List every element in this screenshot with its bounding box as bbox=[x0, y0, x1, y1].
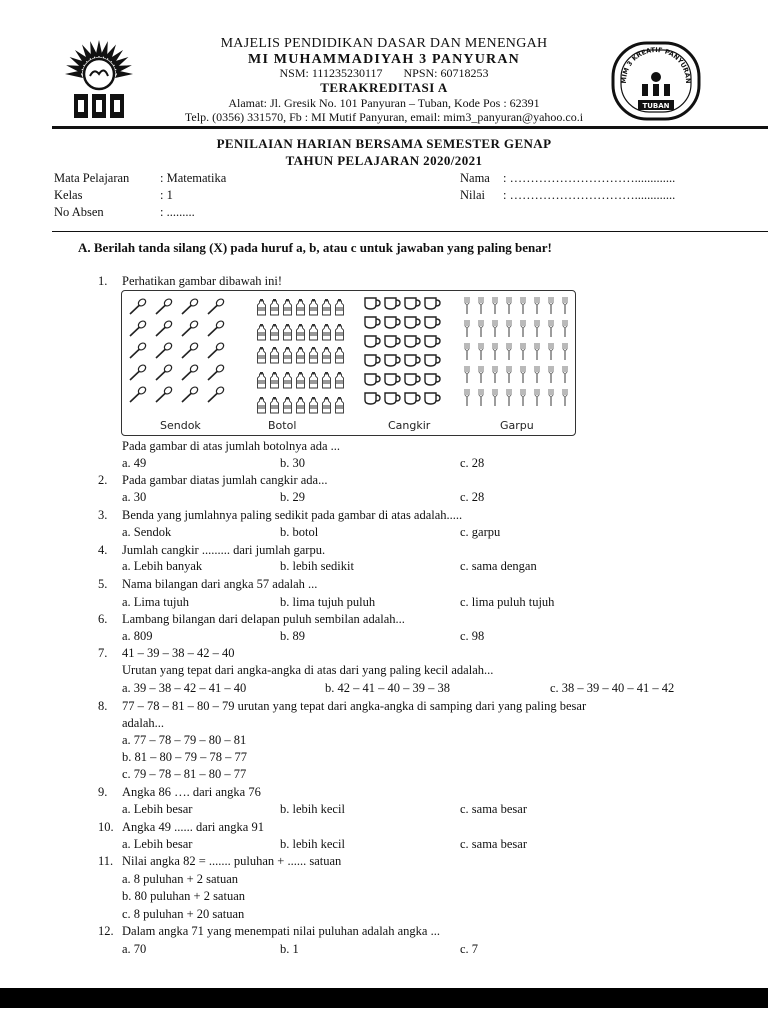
option-c[interactable]: c. sama dengan bbox=[460, 559, 537, 573]
question-number: 10. bbox=[98, 820, 114, 834]
spoon-group bbox=[130, 298, 225, 402]
question-number: 6. bbox=[98, 612, 108, 626]
question-number: 11. bbox=[98, 854, 114, 868]
question-text: Urutan yang tepat dari angka-angka di atas dari yang paling kecil adalah... bbox=[122, 663, 494, 677]
question-number: 9. bbox=[98, 785, 108, 799]
option-a[interactable]: a. Lebih banyak bbox=[122, 559, 203, 573]
subject-label: Mata Pelajaran bbox=[54, 171, 130, 185]
question-text: Angka 86 …. dari angka 76 bbox=[122, 785, 261, 799]
bottle-group bbox=[258, 299, 344, 413]
header-school-name: MI MUHAMMADIYAH 3 PANYURAN bbox=[248, 52, 520, 67]
question-number: 1. bbox=[98, 274, 108, 288]
header-nsm: NSM: 111235230117 bbox=[279, 66, 383, 80]
option-b[interactable]: b. lima tujuh puluh bbox=[280, 595, 376, 609]
option-c[interactable]: c. lima puluh tujuh bbox=[460, 595, 555, 609]
option-a[interactable]: a. Lima tujuh bbox=[122, 595, 189, 609]
option-a[interactable]: a. 809 bbox=[122, 629, 153, 643]
option-c[interactable]: c. sama besar bbox=[460, 802, 527, 816]
question-number: 12. bbox=[98, 924, 114, 938]
label-spoon: Sendok bbox=[160, 419, 201, 432]
fork-group bbox=[465, 297, 567, 406]
cup-group bbox=[365, 298, 440, 404]
question-text: 77 – 78 – 81 – 80 – 79 urutan yang tepat dari angka-angka di samping dari yang paling besar bbox=[122, 699, 587, 713]
question-text: Nilai angka 82 = ....... puluhan + ...... satuan bbox=[122, 854, 342, 868]
option-a[interactable]: a. 77 – 78 – 79 – 80 – 81 bbox=[122, 733, 247, 747]
option-c[interactable]: c. sama besar bbox=[460, 837, 527, 851]
question-text: Jumlah cangkir ......... dari jumlah garpu. bbox=[122, 543, 326, 557]
objects-picture bbox=[121, 290, 576, 436]
question-number: 4. bbox=[98, 543, 108, 557]
option-b[interactable]: b. 30 bbox=[280, 456, 305, 470]
option-b[interactable]: b. lebih kecil bbox=[280, 837, 345, 851]
question-number: 7. bbox=[98, 646, 108, 660]
option-a[interactable]: a. Sendok bbox=[122, 525, 172, 539]
label-fork: Garpu bbox=[500, 419, 534, 432]
option-c[interactable]: c. 8 puluhan + 20 satuan bbox=[122, 907, 245, 921]
name-field[interactable]: : …………………………............. bbox=[503, 171, 676, 185]
exam-year: TAHUN PELAJARAN 2020/2021 bbox=[285, 153, 483, 168]
option-b[interactable]: b. 81 – 80 – 79 – 78 – 77 bbox=[122, 750, 247, 764]
score-label: Nilai bbox=[460, 188, 485, 202]
header-npsn: NPSN: 60718253 bbox=[403, 66, 489, 80]
subject-value: : Matematika bbox=[160, 171, 227, 185]
option-a[interactable]: a. 70 bbox=[122, 942, 147, 956]
question-text: Benda yang jumlahnya paling sedikit pada gambar di atas adalah..... bbox=[122, 508, 463, 522]
option-b[interactable]: b. 89 bbox=[280, 629, 305, 643]
school-stamp-logo bbox=[610, 40, 702, 122]
question-text: Pada gambar di atas jumlah botolnya ada ... bbox=[122, 439, 340, 453]
question-text: Lambang bilangan dari delapan puluh sembilan adalah... bbox=[122, 612, 405, 626]
question-number: 8. bbox=[98, 699, 108, 713]
instruction: A. Berilah tanda silang (X) pada huruf a, b, atau c untuk jawaban yang paling benar! bbox=[78, 240, 552, 255]
option-c[interactable]: c. 38 – 39 – 40 – 41 – 42 bbox=[550, 681, 675, 695]
question-number: 5. bbox=[98, 577, 108, 591]
exam-title: PENILAIAN HARIAN BERSAMA SEMESTER GENAP bbox=[216, 136, 552, 151]
name-label: Nama bbox=[460, 171, 490, 185]
option-b[interactable]: b. botol bbox=[280, 525, 319, 539]
option-a[interactable]: a. 39 – 38 – 42 – 41 – 40 bbox=[122, 681, 247, 695]
label-cup: Cangkir bbox=[388, 419, 431, 432]
option-c[interactable]: c. 7 bbox=[460, 942, 479, 956]
question-number: 2. bbox=[98, 473, 108, 487]
option-c[interactable]: c. 28 bbox=[460, 456, 485, 470]
question-text: 41 – 39 – 38 – 42 – 40 bbox=[122, 646, 235, 660]
option-a[interactable]: a. 30 bbox=[122, 490, 147, 504]
absen-label: No Absen bbox=[54, 205, 104, 219]
question-text: Nama bilangan dari angka 57 adalah ... bbox=[122, 577, 318, 591]
stamp-city: TUBAN bbox=[642, 102, 670, 110]
class-label: Kelas bbox=[54, 188, 83, 202]
header-institution: MAJELIS PENDIDIKAN DASAR DAN MENENGAH bbox=[220, 36, 548, 51]
page-bottom-bar bbox=[0, 988, 768, 1008]
option-a[interactable]: a. Lebih besar bbox=[122, 837, 193, 851]
question-text: Angka 49 ...... dari angka 91 bbox=[122, 820, 264, 834]
option-c[interactable]: c. 79 – 78 – 81 – 80 – 77 bbox=[122, 767, 247, 781]
option-c[interactable]: c. 28 bbox=[460, 490, 485, 504]
option-b[interactable]: b. lebih kecil bbox=[280, 802, 345, 816]
option-a[interactable]: a. Lebih besar bbox=[122, 802, 193, 816]
absen-value: : ......... bbox=[160, 205, 195, 219]
option-a[interactable]: a. 49 bbox=[122, 456, 147, 470]
option-b[interactable]: b. 42 – 41 – 40 – 39 – 38 bbox=[325, 681, 450, 695]
class-value: : 1 bbox=[160, 188, 173, 202]
question-text: Dalam angka 71 yang menempati nilai puluhan adalah angka ... bbox=[122, 924, 440, 938]
meta-divider bbox=[52, 231, 768, 232]
question-number: 3. bbox=[98, 508, 108, 522]
header-accreditation: TERAKREDITASI A bbox=[320, 80, 448, 95]
header-divider bbox=[52, 126, 768, 129]
option-c[interactable]: c. 98 bbox=[460, 629, 485, 643]
score-field[interactable]: : …………………………............. bbox=[503, 188, 676, 202]
option-a[interactable]: a. 8 puluhan + 2 satuan bbox=[122, 872, 239, 886]
option-b[interactable]: b. lebih sedikit bbox=[280, 559, 354, 573]
header-contact: Telp. (0356) 331570, Fb : MI Mutif Panyuran, email: mim3_panyuran@yahoo.co.i bbox=[184, 110, 584, 124]
option-c[interactable]: c. garpu bbox=[460, 525, 501, 539]
option-b[interactable]: b. 1 bbox=[280, 942, 299, 956]
header-address: Alamat: Jl. Gresik No. 101 Panyuran – Tuban, Kode Pos : 62391 bbox=[228, 96, 540, 110]
stamp-text: MIM 3 KREATIF PANYURAN bbox=[619, 45, 693, 84]
option-b[interactable]: b. 80 puluhan + 2 satuan bbox=[122, 889, 246, 903]
option-b[interactable]: b. 29 bbox=[280, 490, 305, 504]
question-text: adalah... bbox=[122, 716, 164, 730]
question-text: Pada gambar diatas jumlah cangkir ada... bbox=[122, 473, 328, 487]
question-text: Perhatikan gambar dibawah ini! bbox=[122, 274, 283, 288]
label-bottle: Botol bbox=[268, 419, 297, 432]
